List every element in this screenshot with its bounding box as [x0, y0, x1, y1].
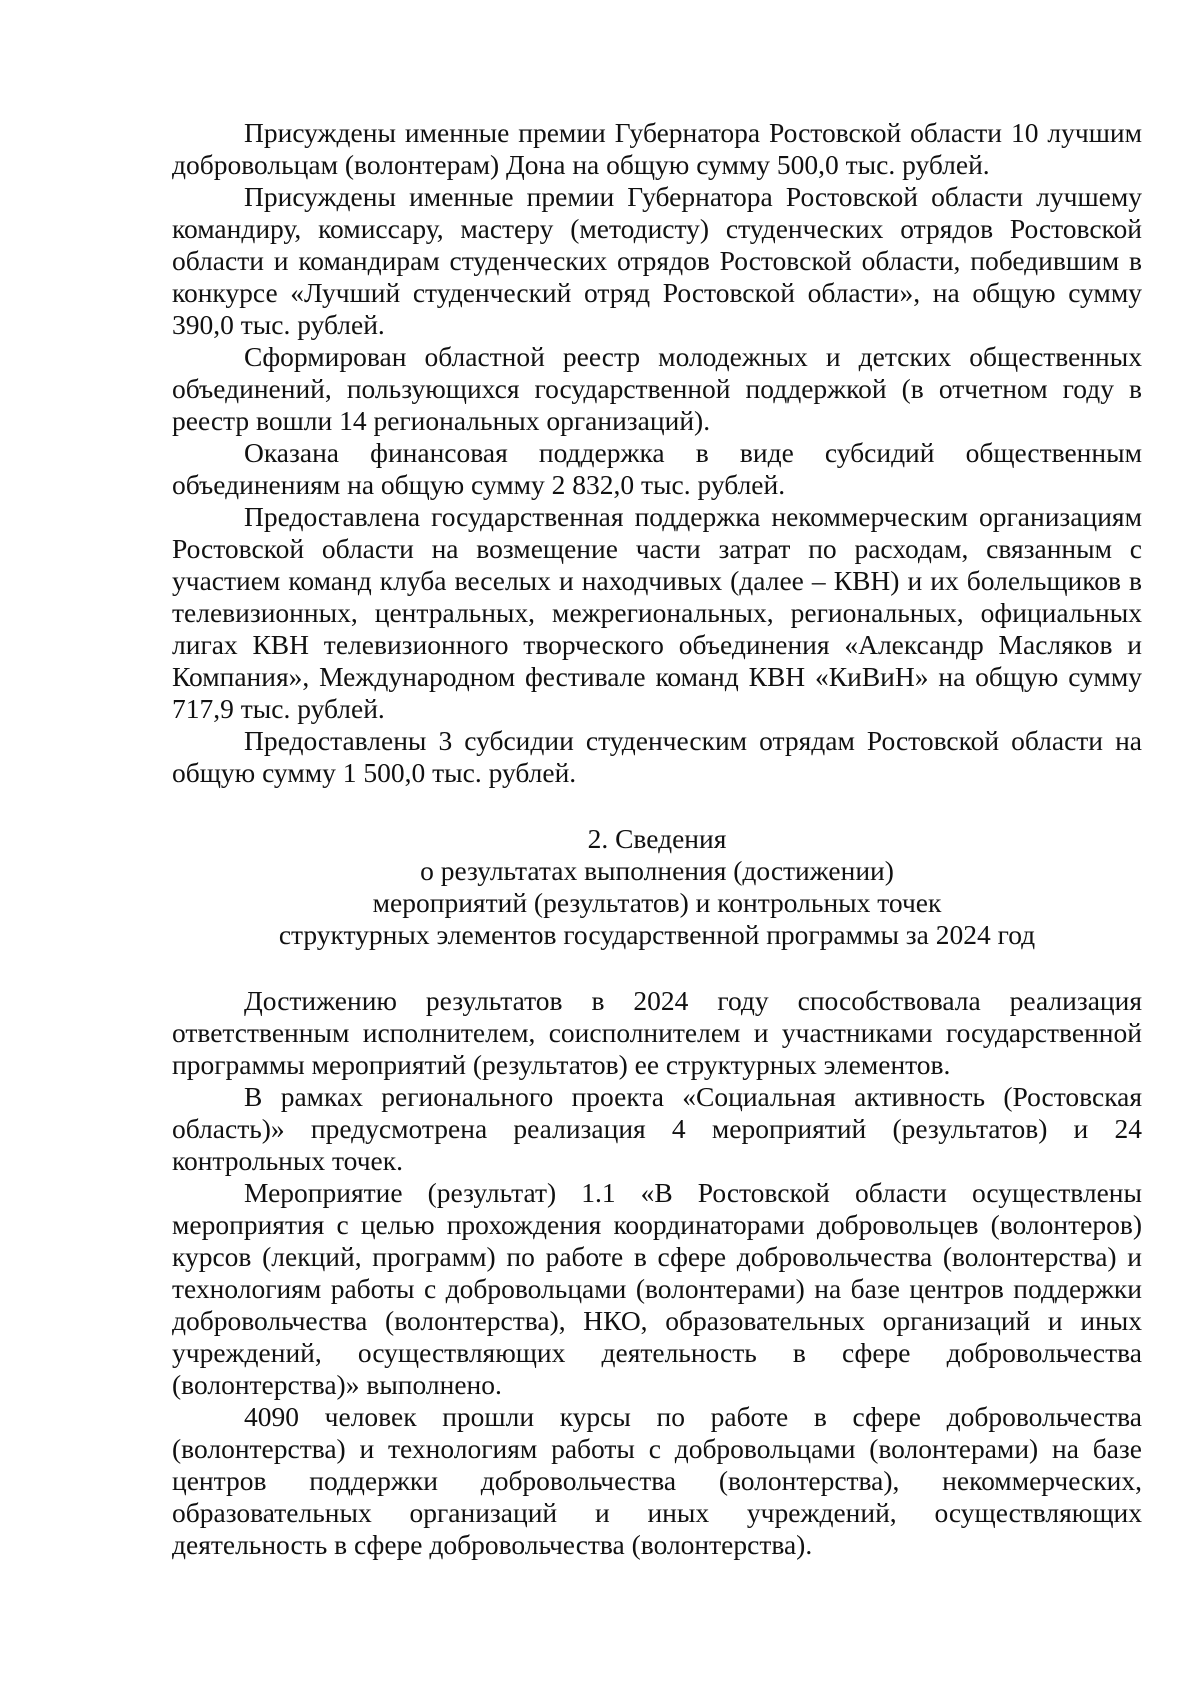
- paragraph-kvn-support: Предоставлена государственная поддержка некоммерческим организациям Ростовской области на возмещение части затрат по расходам, связанным с участием команд клуба веселых и находчивых (далее – КВН) и их болельщиков в телевизионных, центральных, межрегиональных, региональных, официальных лигах КВН телевизионного творческого объединения «Александр Масляков и Компания», Международном фестивале команд КВН «КиВиН» на общую сумму 717,9 тыс. рублей.: [172, 501, 1142, 724]
- paragraph-governor-prizes-student-teams: Присуждены именные премии Губернатора Ростовской области лучшему командиру, комиссару, мастеру (методисту) студенческих отрядов Ростовской области и командирам студенческих отрядов Ростовской области, победившим в конкурсе «Лучший студенческий отряд Ростовской области», на общую сумму 390,0 тыс. рублей.: [172, 181, 1142, 340]
- section-heading: [172, 823, 1142, 951]
- paragraph-measure-1-1: Мероприятие (результат) 1.1 «В Ростовской области осуществлены мероприятия с целью прохождения координаторами добровольцев (волонтеров) курсов (лекций, программ) по работе в сфере добровольчества (волонтерства) и технологиям работы с добровольцами (волонтерами) на базе центров поддержки добровольчества (волонтерства), НКО, образовательных организаций и иных учреждений, осуществляющих деятельность в сфере добровольчества (волонтерства)» выполнено.: [172, 1177, 1142, 1400]
- section-heading-line-3: мероприятий (результатов) и контрольных точек: [372, 887, 942, 918]
- section-heading-line-4: структурных элементов государственной программы за 2024 год: [278, 919, 1036, 950]
- paragraph-results-achievement: Достижению результатов в 2024 году способствовала реализация ответственным исполнителем, соисполнителем и участниками государственной программы мероприятий (результатов) ее структурных элементов.: [172, 985, 1142, 1080]
- section-heading-line-2: о результатах выполнения (достижении): [420, 855, 894, 886]
- paragraph-governor-prizes-volunteers: Присуждены именные премии Губернатора Ростовской области 10 лучшим добровольцам (волонтерам) Дона на общую сумму 500,0 тыс. рублей.: [172, 117, 1142, 180]
- paragraph-regional-project: В рамках регионального проекта «Социальная активность (Ростовская область)» предусмотрена реализация 4 мероприятий (результатов) и 24 контрольных точек.: [172, 1081, 1142, 1176]
- paragraph-financial-support: Оказана финансовая поддержка в виде субсидий общественным объединениям на общую сумму 2 832,0 тыс. рублей.: [172, 437, 1142, 500]
- paragraph-student-subsidies: Предоставлены 3 субсидии студенческим отрядам Ростовской области на общую сумму 1 500,0 тыс. рублей.: [172, 725, 1142, 788]
- paragraph-youth-registry: Сформирован областной реестр молодежных и детских общественных объединений, пользующихся государственной поддержкой (в отчетном году в реестр вошли 14 региональных организаций).: [172, 341, 1142, 436]
- document-page: [172, 117, 1142, 1561]
- paragraph-courses-completed: 4090 человек прошли курсы по работе в сфере добровольчества (волонтерства) и технологиям работы с добровольцами (волонтерами) на базе центров поддержки добровольчества (волонтерства), некоммерческих, образовательных организаций и иных учреждений, осуществляющих деятельность в сфере добровольчества (волонтерства).: [172, 1401, 1142, 1560]
- section-heading-title: 2. Сведения: [587, 823, 727, 854]
